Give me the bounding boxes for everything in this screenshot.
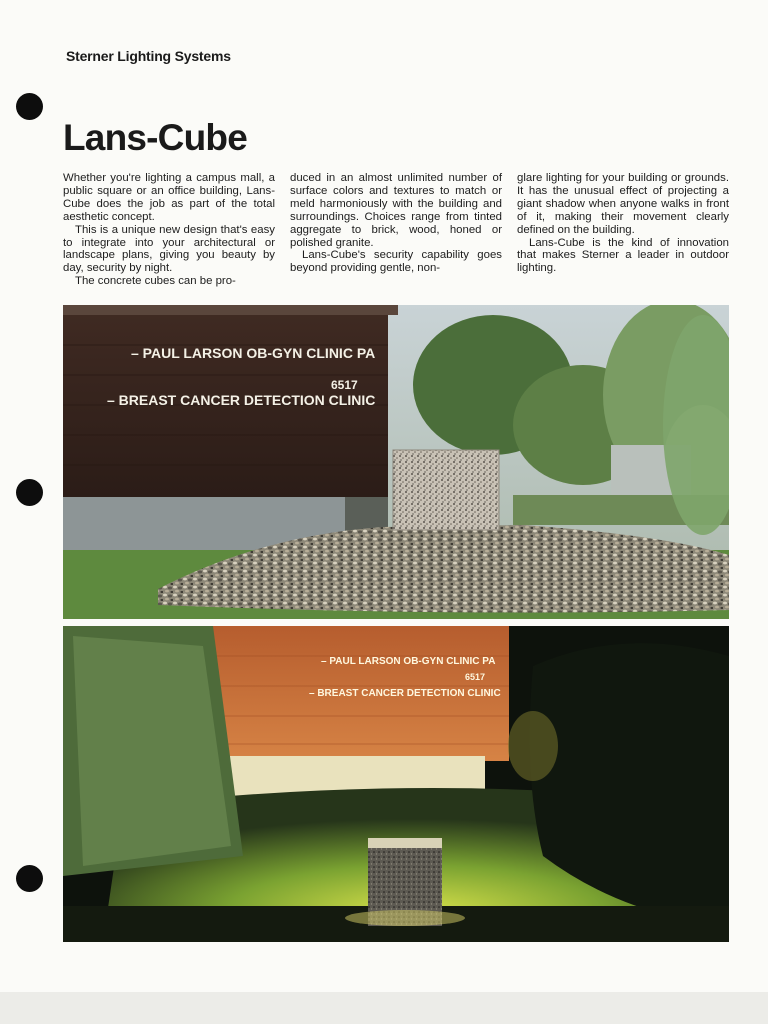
paragraph: Lans-Cube's security capability goes beyond providing gentle, non- xyxy=(290,249,502,275)
paragraph: glare lighting for your building or grounds. It has the unusual effect of projecting a giant shadow when anyone walks in front of it, making their movement clearly defined on the building. xyxy=(517,172,729,236)
text-column-3 xyxy=(517,172,729,275)
text-column-2 xyxy=(290,172,502,275)
paragraph: The concrete cubes can be pro- xyxy=(75,275,236,288)
article-title: Lans-Cube xyxy=(63,117,247,158)
text-column-1 xyxy=(63,172,275,288)
night-sign-line-1: – PAUL LARSON OB-GYN CLINIC PA xyxy=(321,656,496,667)
day-sign-line-1: – PAUL LARSON OB-GYN CLINIC PA xyxy=(131,345,376,361)
paragraph: This is a unique new design that's easy to integrate into your architectural or landscape plans, giving you beauty by day, security by night. xyxy=(63,223,275,275)
paragraph: duced in an almost unlimited number of surface colors and textures to match or meld harmoniously with the building and surroundings. Choices range from tinted aggregate to brick, wood, honed or polished granite. xyxy=(290,172,502,249)
paragraph: Lans-Cube is the kind of innovation that makes Sterner a leader in outdoor lighting. xyxy=(517,236,729,275)
daytime-scene xyxy=(63,305,729,619)
daytime-photo xyxy=(63,305,729,619)
night-sign-line-2: 6517 xyxy=(465,672,486,682)
page-edge xyxy=(0,992,768,1024)
nighttime-photo xyxy=(63,626,729,942)
brand-name: Sterner Lighting Systems xyxy=(66,48,231,64)
day-sign-line-2: 6517 xyxy=(331,378,358,392)
night-sign-line-3: – BREAST CANCER DETECTION CLINIC xyxy=(309,688,501,699)
binder-hole xyxy=(16,93,43,120)
binder-hole xyxy=(16,865,43,892)
nighttime-scene xyxy=(63,626,729,942)
binder-hole xyxy=(16,479,43,506)
paragraph: Whether you're lighting a campus mall, a public square or an office building, Lans-Cube does the job as part of the total aesthetic concept. xyxy=(63,172,275,223)
day-sign-line-3: – BREAST CANCER DETECTION CLINIC xyxy=(107,392,376,408)
